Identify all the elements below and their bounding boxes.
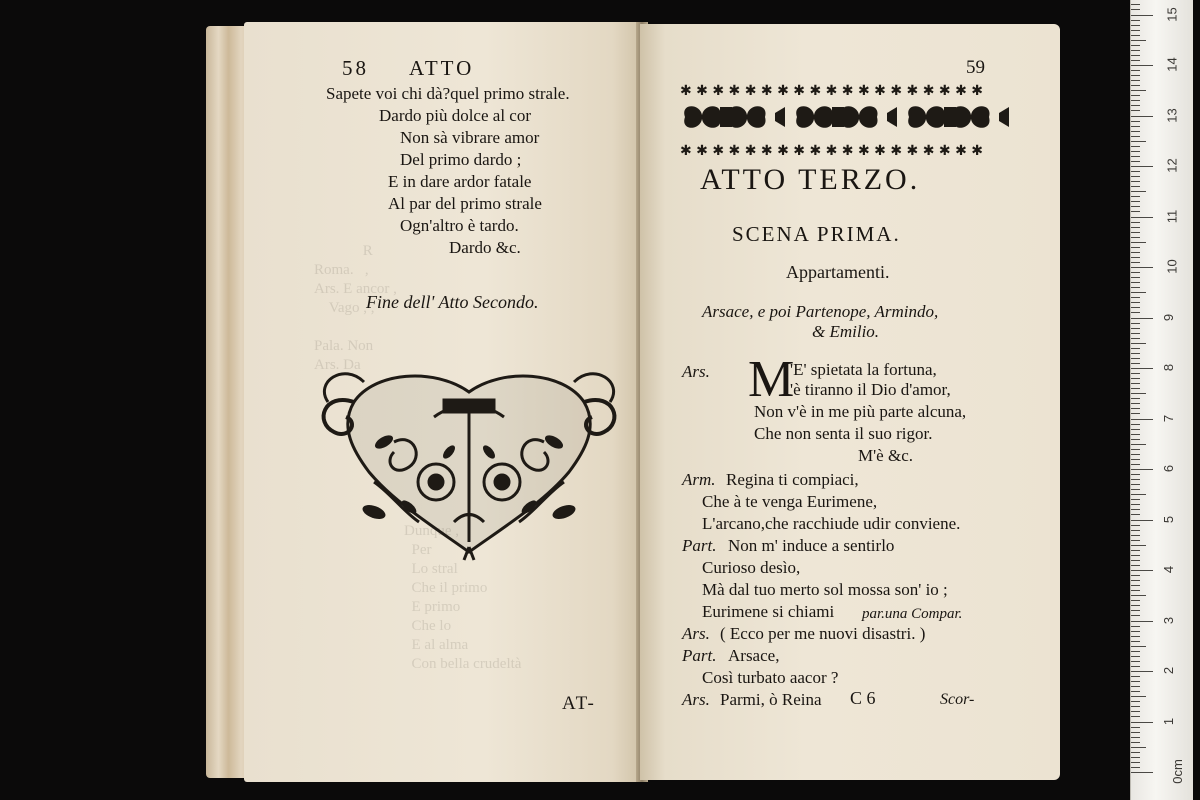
ruler-tick bbox=[1131, 429, 1140, 430]
ruler-tick bbox=[1131, 565, 1140, 566]
ruler-tick bbox=[1131, 530, 1140, 531]
ruler-tick bbox=[1131, 358, 1140, 359]
ruler-tick bbox=[1131, 95, 1140, 96]
ruler-tick bbox=[1131, 85, 1140, 86]
ruler-tick bbox=[1131, 206, 1140, 207]
ruler-tick bbox=[1131, 40, 1146, 41]
verse-line: Dardo più dolce al cor bbox=[379, 106, 531, 125]
left-page bbox=[244, 22, 644, 782]
ruler-tick bbox=[1131, 580, 1140, 581]
ruler-tick bbox=[1131, 90, 1146, 91]
ruler-tick bbox=[1131, 661, 1140, 662]
characters-line: Arsace, e poi Partenope, Armindo, bbox=[702, 302, 939, 321]
dialogue-line: Arsace, bbox=[728, 646, 780, 665]
ruler-tick bbox=[1131, 292, 1146, 293]
ruler-tick bbox=[1131, 631, 1140, 632]
ruler-tick bbox=[1131, 368, 1153, 369]
ruler-label: 8 bbox=[1161, 363, 1177, 372]
ruler-label: 2 bbox=[1161, 666, 1177, 675]
ruler-tick bbox=[1131, 116, 1153, 117]
speaker-label: Part. bbox=[682, 536, 717, 555]
ruler-tick bbox=[1131, 636, 1140, 637]
ruler-tick bbox=[1131, 146, 1140, 147]
drop-cap: M bbox=[748, 351, 795, 408]
ruler-tick bbox=[1131, 464, 1140, 465]
ruler-tick bbox=[1131, 105, 1140, 106]
ruler-label: 14 bbox=[1164, 57, 1180, 72]
ruler-tick bbox=[1131, 540, 1140, 541]
ruler-tick bbox=[1131, 363, 1140, 364]
verse-line: Ogn'altro è tardo. bbox=[400, 216, 519, 235]
verse-line: Del primo dardo ; bbox=[400, 150, 522, 169]
ruler-tick bbox=[1131, 419, 1153, 420]
ruler-tick bbox=[1131, 449, 1140, 450]
page-number: 59 bbox=[966, 57, 985, 78]
ruler-tick bbox=[1131, 621, 1153, 622]
ruler-tick bbox=[1131, 560, 1140, 561]
dialogue-line: Parmi, ò Reina bbox=[720, 690, 822, 709]
ruler-tick bbox=[1131, 318, 1153, 319]
ruler-tick bbox=[1131, 600, 1140, 601]
ruler-tick bbox=[1131, 691, 1140, 692]
ruler-tick bbox=[1131, 444, 1146, 445]
ruler-tick bbox=[1131, 520, 1153, 521]
ruler-tick bbox=[1131, 383, 1140, 384]
ruler-label: 15 bbox=[1164, 6, 1180, 22]
ruler-tick bbox=[1131, 141, 1146, 142]
ruler-tick bbox=[1131, 570, 1153, 571]
ruler-tick bbox=[1131, 50, 1140, 51]
ruler-tick bbox=[1131, 646, 1146, 647]
ruler-tick bbox=[1131, 716, 1140, 717]
ruler-tick bbox=[1131, 60, 1140, 61]
ruler-tick bbox=[1131, 595, 1146, 596]
ruler-tick bbox=[1131, 504, 1140, 505]
ruler-tick bbox=[1131, 156, 1140, 157]
ruler-tick bbox=[1131, 499, 1140, 500]
ruler-tick bbox=[1131, 767, 1140, 768]
verse-line: Non sà vibrare amor bbox=[400, 128, 540, 147]
act-title: ATTO TERZO. bbox=[700, 163, 921, 196]
ruler-tick bbox=[1131, 681, 1140, 682]
dialogue-line: Curioso desìo, bbox=[702, 558, 801, 577]
ruler-tick bbox=[1131, 131, 1140, 132]
signature-mark: C 6 bbox=[850, 688, 876, 708]
ruler-tick bbox=[1131, 752, 1140, 753]
ruler-tick bbox=[1131, 424, 1140, 425]
printers-ornament-band bbox=[680, 79, 1020, 159]
ruler-tick bbox=[1131, 100, 1140, 101]
ruler-tick bbox=[1131, 222, 1140, 223]
ruler-tick bbox=[1131, 757, 1140, 758]
ruler-tick bbox=[1131, 408, 1140, 409]
ruler-tick bbox=[1131, 136, 1140, 137]
ruler-label: 4 bbox=[1161, 565, 1177, 574]
ruler-tick bbox=[1131, 328, 1140, 329]
dialogue-line: Che à te venga Eurimene, bbox=[702, 492, 878, 511]
ruler-tick bbox=[1131, 610, 1140, 611]
ruler-label: 1 bbox=[1161, 717, 1177, 725]
ruler-tick bbox=[1131, 262, 1140, 263]
ruler-tick bbox=[1131, 80, 1140, 81]
ruler-tick bbox=[1131, 545, 1146, 546]
ruler-tick bbox=[1131, 585, 1140, 586]
speaker-label: Arm. bbox=[682, 470, 716, 489]
ruler-tick bbox=[1131, 514, 1140, 515]
ruler-tick bbox=[1131, 484, 1140, 485]
ruler-tick bbox=[1131, 525, 1140, 526]
woodcut-ornament-heart bbox=[314, 362, 624, 562]
svg-text:✱ ✱ ✱ ✱ ✱ ✱ ✱ ✱ ✱ ✱ ✱ ✱ ✱ ✱ ✱: ✱ ✱ ✱ ✱ ✱ ✱ ✱ ✱ ✱ ✱ ✱ ✱ ✱ ✱ ✱ ✱ ✱ ✱ ✱ bbox=[680, 143, 983, 159]
page-number: 58 bbox=[342, 56, 369, 80]
ruler-tick bbox=[1131, 454, 1140, 455]
ruler-tick bbox=[1131, 166, 1153, 167]
characters-line: & Emilio. bbox=[812, 322, 880, 341]
ruler-label: 5 bbox=[1161, 515, 1177, 523]
dialogue-line: L'arcano,che racchiude udir conviene. bbox=[702, 514, 961, 533]
ruler-tick bbox=[1131, 237, 1140, 238]
ruler-tick bbox=[1131, 535, 1140, 536]
end-of-act-note: Fine dell' Atto Secondo. bbox=[366, 292, 539, 312]
ruler-tick bbox=[1131, 9, 1140, 10]
ruler-tick bbox=[1131, 398, 1140, 399]
ruler-tick bbox=[1131, 727, 1140, 728]
ruler-tick bbox=[1131, 742, 1140, 743]
ruler-tick bbox=[1131, 151, 1140, 152]
ruler-tick bbox=[1131, 747, 1146, 748]
ruler-tick bbox=[1131, 626, 1140, 627]
ruler-tick bbox=[1131, 676, 1140, 677]
ruler-tick bbox=[1131, 110, 1140, 111]
ruler-tick bbox=[1131, 373, 1140, 374]
ruler-tick bbox=[1131, 35, 1140, 36]
ruler-tick bbox=[1131, 378, 1140, 379]
scene-title: SCENA PRIMA. bbox=[732, 222, 901, 246]
ruler-tick bbox=[1131, 70, 1140, 71]
stage-direction: par.una Compar. bbox=[862, 606, 963, 622]
ruler-label: 0cm bbox=[1169, 759, 1185, 784]
dialogue-line: 'è tiranno il Dio d'amor, bbox=[790, 380, 951, 399]
ruler-tick bbox=[1131, 474, 1140, 475]
ruler-tick bbox=[1131, 242, 1146, 243]
speaker-label: Ars. bbox=[682, 624, 710, 643]
ruler-tick bbox=[1131, 722, 1153, 723]
ruler-tick bbox=[1131, 737, 1140, 738]
ruler-tick bbox=[1131, 20, 1140, 21]
ruler-tick bbox=[1131, 227, 1140, 228]
ruler-tick bbox=[1131, 191, 1146, 192]
ruler-tick bbox=[1131, 686, 1140, 687]
ruler-tick bbox=[1131, 615, 1140, 616]
ruler-tick bbox=[1131, 161, 1140, 162]
ruler-tick bbox=[1131, 171, 1140, 172]
ruler-tick bbox=[1131, 696, 1146, 697]
dialogue-line: Eurimene si chiami bbox=[702, 602, 835, 621]
dialogue-line: Non v'è in me più parte alcuna, bbox=[754, 402, 967, 421]
ruler-tick bbox=[1131, 333, 1140, 334]
ruler-tick bbox=[1131, 459, 1140, 460]
ruler-tick bbox=[1131, 413, 1140, 414]
catchword: Scor- bbox=[940, 691, 975, 708]
dialogue-line: M'è &c. bbox=[858, 446, 913, 465]
speaker-label: Ars. bbox=[682, 690, 710, 709]
ruler-tick bbox=[1131, 65, 1153, 66]
ruler-tick bbox=[1131, 338, 1140, 339]
measurement-ruler bbox=[1130, 0, 1193, 800]
ruler-tick bbox=[1131, 196, 1140, 197]
ruler-label: 3 bbox=[1161, 616, 1177, 624]
ruler-tick bbox=[1131, 393, 1146, 394]
ruler-tick bbox=[1131, 772, 1153, 773]
ruler-tick bbox=[1131, 555, 1140, 556]
ruler-tick bbox=[1131, 605, 1140, 606]
ruler-tick bbox=[1131, 469, 1153, 470]
ruler-tick bbox=[1131, 30, 1140, 31]
ruler-tick bbox=[1131, 252, 1140, 253]
speaker-label: Part. bbox=[682, 646, 717, 665]
ruler-tick bbox=[1131, 277, 1140, 278]
ruler-tick bbox=[1131, 439, 1140, 440]
ruler-tick bbox=[1131, 666, 1140, 667]
catchword: AT- bbox=[562, 693, 596, 714]
ruler-tick bbox=[1131, 353, 1140, 354]
setting: Appartamenti. bbox=[786, 262, 890, 282]
ruler-tick bbox=[1131, 312, 1140, 313]
ruler-tick bbox=[1131, 343, 1146, 344]
verse-line: Al par del primo strale bbox=[388, 194, 542, 213]
speaker-label: Ars. bbox=[682, 362, 710, 381]
svg-text:✱ ✱ ✱ ✱ ✱ ✱ ✱ ✱ ✱ ✱ ✱ ✱ ✱ ✱ ✱: ✱ ✱ ✱ ✱ ✱ ✱ ✱ ✱ ✱ ✱ ✱ ✱ ✱ ✱ ✱ ✱ ✱ ✱ ✱ bbox=[680, 83, 983, 99]
right-page bbox=[640, 24, 1060, 780]
ruler-label: 13 bbox=[1164, 107, 1180, 123]
ruler-tick bbox=[1131, 55, 1140, 56]
dialogue-line: 'E' spietata la fortuna, bbox=[790, 360, 937, 379]
ruler-tick bbox=[1131, 186, 1140, 187]
verse-line: Dardo &c. bbox=[449, 238, 521, 257]
bleed-through-text: R Roma. , Ars. E ancor , Vago , , Pala. Non Ars. Da bbox=[314, 243, 397, 373]
ruler-tick bbox=[1131, 121, 1140, 122]
dialogue-line: Regina ti compiaci, bbox=[726, 470, 859, 489]
ruler-tick bbox=[1131, 494, 1146, 495]
ruler-tick bbox=[1131, 651, 1140, 652]
ruler-tick bbox=[1131, 211, 1140, 212]
dialogue-line: Mà dal tuo merto sol mossa son' io ; bbox=[702, 580, 948, 599]
ruler-label: 9 bbox=[1161, 313, 1177, 321]
ruler-tick bbox=[1131, 232, 1140, 233]
verse-line: Sapete voi chi dà?quel primo strale. bbox=[326, 84, 570, 103]
running-head: ATTO bbox=[409, 56, 475, 80]
ruler-label: 11 bbox=[1164, 209, 1180, 223]
ruler-tick bbox=[1131, 272, 1140, 273]
ruler-tick bbox=[1131, 550, 1140, 551]
ruler-tick bbox=[1131, 287, 1140, 288]
ruler-tick bbox=[1131, 656, 1140, 657]
ruler-tick bbox=[1131, 126, 1140, 127]
ruler-tick bbox=[1131, 307, 1140, 308]
ruler-tick bbox=[1131, 323, 1140, 324]
ruler-tick bbox=[1131, 590, 1140, 591]
ruler-label: 12 bbox=[1164, 158, 1180, 173]
dialogue-line: Non m' induce a sentirlo bbox=[728, 536, 895, 555]
ruler-tick bbox=[1131, 575, 1140, 576]
ruler-tick bbox=[1131, 257, 1140, 258]
ruler-tick bbox=[1131, 247, 1140, 248]
ruler-tick bbox=[1131, 348, 1140, 349]
ruler-tick bbox=[1131, 217, 1153, 218]
ruler-tick bbox=[1131, 701, 1140, 702]
ruler-tick bbox=[1131, 15, 1153, 16]
ruler-tick bbox=[1131, 302, 1140, 303]
ruler-tick bbox=[1131, 282, 1140, 283]
ruler-tick bbox=[1131, 4, 1140, 5]
ruler-tick bbox=[1131, 762, 1140, 763]
ruler-tick bbox=[1131, 388, 1140, 389]
ruler-tick bbox=[1131, 201, 1140, 202]
ruler-tick bbox=[1131, 732, 1140, 733]
ruler-tick bbox=[1131, 671, 1153, 672]
ruler-tick bbox=[1131, 403, 1140, 404]
dialogue-line: Che non senta il suo rigor. bbox=[754, 424, 933, 443]
ruler-tick bbox=[1131, 641, 1140, 642]
ruler-label: 6 bbox=[1161, 464, 1177, 473]
bleed-through-text-lower: Dunque , Per Lo stral Che il primo E primo Che lo E al alma Con bella crudeltà bbox=[404, 523, 522, 672]
ruler-tick bbox=[1131, 45, 1140, 46]
ruler-tick bbox=[1131, 267, 1153, 268]
ruler-tick bbox=[1131, 297, 1140, 298]
ruler-label: 10 bbox=[1164, 259, 1180, 274]
dialogue-line: Così turbato aacor ? bbox=[702, 668, 839, 687]
ruler-tick bbox=[1131, 479, 1140, 480]
ruler-tick bbox=[1131, 711, 1140, 712]
ruler-tick bbox=[1131, 75, 1140, 76]
ruler-tick bbox=[1131, 181, 1140, 182]
ruler-tick bbox=[1131, 25, 1140, 26]
ruler-label: 7 bbox=[1161, 414, 1177, 422]
ruler-tick bbox=[1131, 434, 1140, 435]
verse-line: E in dare ardor fatale bbox=[388, 172, 532, 191]
ruler-tick bbox=[1131, 489, 1140, 490]
ruler-tick bbox=[1131, 509, 1140, 510]
dialogue-line: ( Ecco per me nuovi disastri. ) bbox=[720, 624, 926, 643]
ruler-tick bbox=[1131, 176, 1140, 177]
ruler-tick bbox=[1131, 706, 1140, 707]
